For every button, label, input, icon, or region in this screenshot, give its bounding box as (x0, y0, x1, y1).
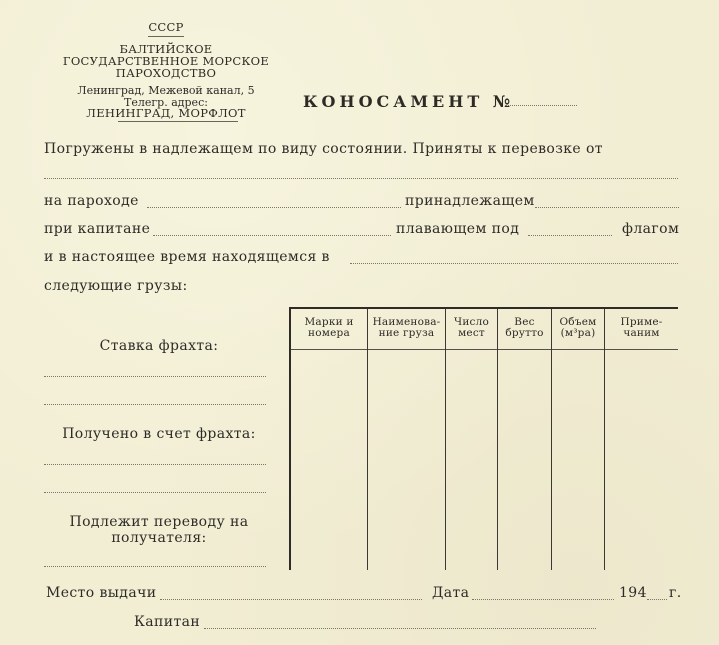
header-org-line2: ГОСУДАРСТВЕННОЕ МОРСКОЕ (62, 54, 270, 68)
currently-at-label: и в настоящее время находящемся в (44, 249, 330, 265)
col-header-cargo-name-line1: Наименова- (372, 316, 441, 328)
flag-field[interactable] (528, 235, 612, 236)
col-header-marks-line1: Марки и (304, 316, 354, 328)
received-freight-field-2[interactable] (44, 492, 266, 493)
header-telegraph-label: Телегр. адрес: (124, 96, 208, 109)
date-label: Дата (432, 585, 470, 601)
received-freight-label: Получено в счет фрахта: (62, 426, 256, 442)
place-of-issue-field[interactable] (160, 599, 422, 600)
col-header-pieces-line2: мест (458, 327, 485, 339)
col-header-volume-line2: (м³ра) (560, 327, 596, 339)
captain-signature-field[interactable] (204, 628, 596, 629)
header-org-line1: БАЛТИЙСКОЕ (119, 42, 213, 56)
col-header-notes (605, 317, 678, 339)
header-bottom-rule (118, 121, 238, 122)
col-header-cargo-name (368, 317, 445, 339)
flag-label: флагом (622, 221, 680, 237)
transfer-label-line2: получателя: (111, 530, 207, 546)
col-header-gross-weight-line2: брутто (505, 327, 544, 339)
place-of-issue-label: Место выдачи (46, 585, 157, 601)
header-divider (148, 36, 184, 37)
belonging-label: принадлежащем (405, 193, 535, 209)
year-suffix: г. (669, 585, 682, 601)
col-header-pieces (446, 317, 497, 339)
date-field[interactable] (472, 599, 614, 600)
transfer-field[interactable] (44, 566, 266, 567)
header-address: Ленинград, Межевой канал, 5 (77, 84, 255, 97)
document-number-field[interactable] (505, 105, 577, 106)
header-telegraph-address: ЛЕНИНГРАД, МОРФЛОТ (86, 106, 246, 120)
captain-at-field[interactable] (153, 235, 391, 236)
transfer-label-line1: Подлежит переводу на (69, 514, 249, 530)
table-col-divider-1 (367, 309, 368, 570)
received-freight-field-1[interactable] (44, 464, 266, 465)
captain-label: Капитан (134, 614, 201, 630)
loaded-text: Погружены в надлежащем по виду состоянии. Приняты к перевозке от (44, 141, 603, 157)
freight-rate-label: Ставка фрахта: (99, 338, 219, 354)
table-header-rule (290, 349, 678, 350)
table-left-border (289, 307, 291, 570)
table-col-divider-4 (551, 309, 552, 570)
captain-at-label: при капитане (44, 221, 151, 237)
table-top-border (290, 307, 678, 309)
table-col-divider-5 (604, 309, 605, 570)
sailing-under-label: плавающем под (396, 221, 520, 237)
year-prefix: 194 (619, 585, 647, 601)
year-field[interactable] (647, 599, 667, 600)
steamer-label: на пароходе (44, 193, 139, 209)
header-org-line3: ПАРОХОДСТВО (115, 66, 217, 80)
col-header-marks-line2: номера (308, 327, 350, 339)
following-cargo-label: следующие грузы: (44, 278, 188, 294)
col-header-volume-line1: Объем (559, 316, 597, 328)
col-header-volume (552, 317, 604, 339)
col-header-notes-line2: чаним (623, 327, 660, 339)
freight-rate-field-2[interactable] (44, 404, 266, 405)
col-header-pieces-line1: Число (454, 316, 489, 328)
table-col-divider-2 (445, 309, 446, 570)
steamer-field[interactable] (147, 207, 401, 208)
col-header-gross-weight (498, 317, 551, 339)
col-header-marks (291, 317, 367, 339)
currently-at-field[interactable] (350, 263, 678, 264)
freight-rate-field-1[interactable] (44, 376, 266, 377)
belonging-field[interactable] (535, 207, 679, 208)
col-header-notes-line1: Приме- (620, 316, 663, 328)
document-title: КОНОСАМЕНТ № (303, 92, 515, 111)
table-col-divider-3 (497, 309, 498, 570)
col-header-gross-weight-line1: Вес (514, 316, 535, 328)
header-country: СССР (148, 20, 184, 34)
shipper-field[interactable] (44, 178, 678, 179)
col-header-cargo-name-line2: ние груза (378, 327, 435, 339)
